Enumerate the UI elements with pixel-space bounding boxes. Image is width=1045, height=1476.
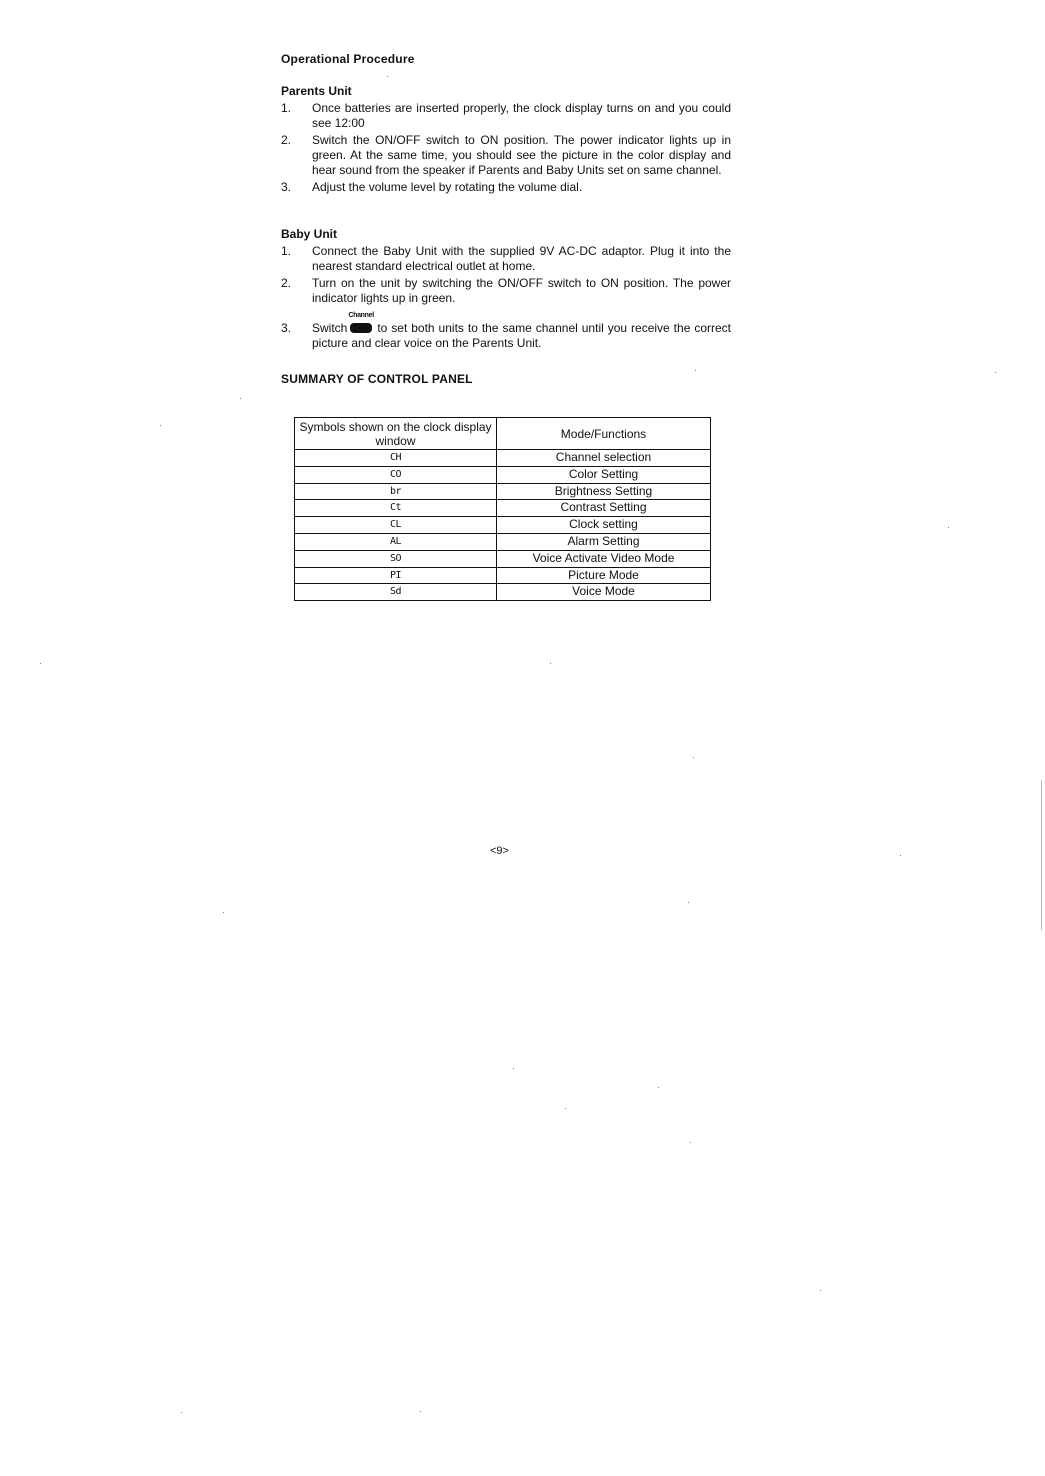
list-item [281,276,731,306]
function-cell: Contrast Setting [497,500,711,517]
scan-speck [160,425,161,426]
table-row [295,450,711,467]
scan-speck [40,663,41,664]
table-row [295,584,711,601]
list-item [281,312,731,351]
scan-speck [513,1068,514,1069]
column-header-functions: Mode/Functions [497,418,711,450]
column-header-symbols: Symbols shown on the clock display window [295,418,497,450]
scan-speck [387,76,388,77]
scan-speck [693,757,694,758]
step-text-before: Switch [312,321,348,335]
symbol-cell: Sd [295,584,497,601]
scan-speck [550,663,551,664]
list-item [281,133,731,178]
symbol-cell: CL [295,517,497,534]
step-number: 1. [281,101,292,115]
scan-speck [223,912,224,913]
function-cell: Clock setting [497,517,711,534]
symbol-cell: SO [295,550,497,567]
scan-speck [420,1411,421,1412]
control-panel-table [294,417,711,601]
scan-speck [695,370,696,371]
table-row [295,533,711,550]
symbol-cell: br [295,483,497,500]
channel-switch-icon [348,312,374,334]
function-cell: Alarm Setting [497,533,711,550]
table-row [295,517,711,534]
step-number: 3. [281,321,292,335]
function-cell: Channel selection [497,450,711,467]
function-cell: Picture Mode [497,567,711,584]
baby-unit-steps [281,244,731,353]
parents-unit-heading: Parents Unit [281,84,352,98]
scan-speck [688,902,689,903]
table-header-row [295,418,711,450]
table-row [295,466,711,483]
scan-speck [658,1087,659,1088]
table-row [295,550,711,567]
list-item [281,101,731,131]
step-text: Once batteries are inserted properly, the clock display turns on and you could see 12:00 [312,101,731,130]
symbol-cell: Ct [295,500,497,517]
scan-speck [690,1142,691,1143]
scan-speck [900,855,901,856]
page-number: <9> [490,845,509,857]
symbol-cell: AL [295,533,497,550]
switch-body [350,323,372,333]
function-cell: Voice Activate Video Mode [497,550,711,567]
list-item [281,180,731,195]
parents-unit-steps [281,101,731,197]
scan-speck [565,1108,566,1109]
function-cell: Brightness Setting [497,483,711,500]
scan-speck [995,372,996,373]
scan-edge-line [1041,780,1042,930]
document-title: Operational Procedure [281,52,415,66]
scan-speck [181,1412,182,1413]
function-cell: Color Setting [497,466,711,483]
step-text: Connect the Baby Unit with the supplied 9V AC-DC adaptor. Plug it into the nearest standard electrical outlet at home. [312,244,731,273]
step-number: 1. [281,244,292,258]
baby-unit-heading: Baby Unit [281,227,338,241]
channel-switch-label: Channel [348,312,374,319]
summary-heading: SUMMARY OF CONTROL PANEL [281,372,473,386]
scan-speck [820,1290,821,1291]
step-number: 2. [281,133,292,147]
step-number: 3. [281,180,292,194]
step-number: 2. [281,276,292,290]
symbol-cell: CO [295,466,497,483]
step-text-after: to set both units to the same channel until you receive the correct picture and clear voice on the Parents Unit. [312,321,731,350]
step-text: Switch the ON/OFF switch to ON position. The power indicator lights up in green. At the same time, you should see the picture in the color display and hear sound from the speaker if Parents and Baby Units set on same channel. [312,133,731,177]
symbol-cell: CH [295,450,497,467]
step-text: Adjust the volume level by rotating the volume dial. [312,180,583,194]
symbol-cell: PI [295,567,497,584]
scan-speck [240,398,241,399]
list-item [281,244,731,274]
scan-speck [948,527,949,528]
step-text: Turn on the unit by switching the ON/OFF switch to ON position. The power indicator lights up in green. [312,276,731,305]
table-row [295,500,711,517]
table-row [295,567,711,584]
function-cell: Voice Mode [497,584,711,601]
table-row [295,483,711,500]
